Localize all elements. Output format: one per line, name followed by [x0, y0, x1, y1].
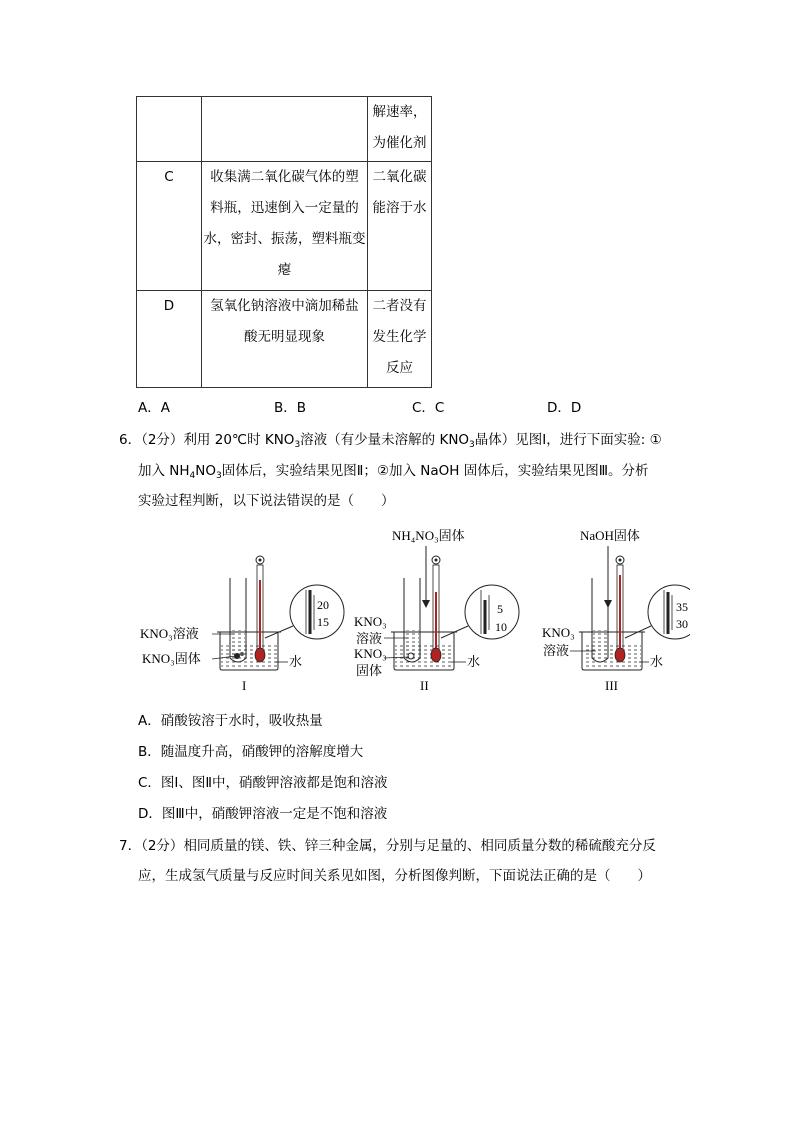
fig3-caption: III: [605, 678, 618, 693]
table-cell-label: [137, 97, 202, 162]
q5-options: [0, 396, 794, 416]
q5-option-b[interactable]: B．B: [274, 400, 307, 416]
table-row: [137, 291, 432, 388]
fig3-water-label: 水: [650, 654, 664, 669]
fig2-solid-label-a: KNO₃: [354, 646, 387, 661]
q6-option-c[interactable]: C．图Ⅰ、图Ⅱ中，硝酸钾溶液都是饱和溶液: [138, 775, 388, 791]
table-cell-phenomenon: 收集满二氧化碳气体的塑 料瓶，迅速倒入一定量的 水，密封、振荡，塑料瓶变 瘪: [202, 162, 368, 291]
fig2-solution-label-a: KNO₃: [354, 614, 387, 629]
q7-stem-line2: 应，生成氢气质量与反应时间关系见如图，分析图像判断，下面说法正确的是（ ）: [138, 868, 651, 884]
fig2-added-label: NH₄NO₃固体: [392, 528, 465, 543]
q5-option-a[interactable]: A．A: [138, 400, 170, 416]
table-cell-label: C: [137, 162, 202, 291]
experiment-table: [136, 96, 432, 388]
fig1-scale-top: 20: [317, 598, 329, 612]
fig1-solid-label: KNO₃固体: [142, 651, 201, 666]
fig2-solution-label-b: 溶液: [356, 631, 383, 646]
q6-option-d[interactable]: D．图Ⅲ中，硝酸钾溶液一定是不饱和溶液: [138, 806, 388, 822]
fig1-scale-bottom: 15: [317, 615, 329, 629]
experiment-figure: [130, 520, 690, 700]
figure-1: [140, 556, 344, 693]
fig3-solution-label-b: 溶液: [543, 643, 570, 658]
table-cell-phenomenon: 氢氧化钠溶液中滴加稀盐 酸无明显现象: [202, 291, 368, 388]
figure-3: [542, 528, 690, 693]
q6-option-a[interactable]: A．硝酸铵溶于水时，吸收热量: [138, 713, 323, 729]
q5-option-c[interactable]: C．C: [412, 400, 445, 416]
fig2-water-label: 水: [467, 654, 481, 669]
fig1-caption: I: [242, 678, 247, 693]
q5-option-d[interactable]: D．D: [547, 400, 582, 416]
q6-score: （2分）: [141, 432, 184, 448]
q6-stem-line1: 6．（2分）利用 20℃时 $KNO_3$溶液（有少量未溶解的 $KNO_3$晶体）见图Ⅰ，进行下面实验: ①: [119, 432, 662, 450]
figure-2: [354, 528, 519, 693]
fig3-solution-label-a: KNO₃: [542, 625, 575, 640]
table-cell-conclusion: 二氧化碳 能溶于水: [368, 162, 432, 291]
q7-number: 7．: [119, 838, 142, 854]
q6-stem-line3: 实验过程判断，以下说法错误的是（ ）: [138, 493, 395, 509]
table-cell-conclusion: 解速率， 为催化剂: [368, 97, 432, 162]
q6-number: 6．: [119, 432, 142, 448]
fig2-solid-label-b: 固体: [356, 663, 383, 678]
q7-score: （2分）: [141, 838, 184, 854]
table-row: [137, 162, 432, 291]
q6-option-b[interactable]: B．随温度升高，硝酸钾的溶解度增大: [138, 744, 364, 760]
fig3-scale-top: 35: [676, 600, 688, 614]
fig1-water-label: 水: [289, 654, 303, 669]
q7-stem-line1: 7．（2分）相同质量的镁、铁、锌三种金属，分别与足量的、相同质量分数的稀硫酸充分反: [119, 838, 656, 854]
fig2-scale-bottom: 10: [495, 620, 507, 634]
fig3-scale-bottom: 30: [676, 617, 688, 631]
fig3-added-label: NaOH固体: [580, 528, 640, 543]
table-row: [137, 97, 432, 162]
fig2-scale-top: 5: [497, 602, 503, 616]
q6-stem-line2: 加入 $NH_4NO_3$固体后，实验结果见图Ⅱ；②加入 NaOH 固体后，实验结果见图Ⅲ。分析: [138, 463, 649, 481]
table-cell-conclusion: 二者没有 发生化学 反应: [368, 291, 432, 388]
table-cell-phenomenon: [202, 97, 368, 162]
table-cell-label: D: [137, 291, 202, 388]
fig1-solution-label: KNO₃溶液: [140, 626, 199, 641]
fig2-caption: II: [420, 678, 429, 693]
